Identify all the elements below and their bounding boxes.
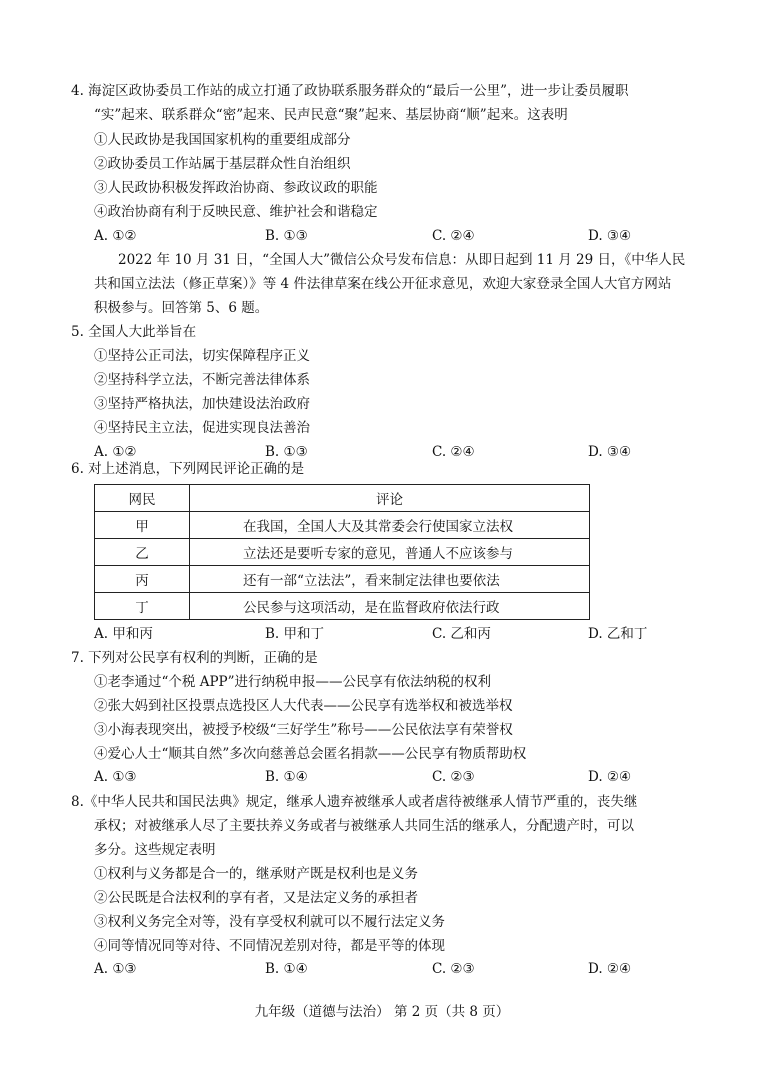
table-row bbox=[95, 593, 590, 620]
q8-option-b: B. ①④ bbox=[265, 961, 308, 977]
q6-stem: 6. 对上述消息，下列网民评论正确的是 bbox=[71, 461, 305, 477]
q4-item-3: ③人民政协积极发挥政治协商、参政议政的职能 bbox=[94, 180, 378, 196]
q4-stem-line1: 4. 海淀区政协委员工作站的成立打通了政协联系服务群众的“最后一公里”，进一步让委员履职 bbox=[71, 83, 629, 99]
q4-item-4: ④政治协商有利于反映民意、维护社会和谐稳定 bbox=[94, 204, 378, 220]
q5-item-4: ④坚持民主立法，促进实现良法善治 bbox=[94, 420, 310, 436]
q5-option-c: C. ②④ bbox=[432, 444, 475, 460]
q4-option-b: B. ①③ bbox=[265, 228, 308, 244]
table-cell-comment: 立法还是要听专家的意见，普通人不应该参与 bbox=[190, 539, 590, 566]
material-line3: 积极参与。回答第 5、6 题。 bbox=[94, 300, 269, 316]
q7-item-1: ①老李通过“个税 APP”进行纳税申报——公民享有依法纳税的权利 bbox=[94, 674, 492, 690]
table-header-netizen: 网民 bbox=[95, 485, 190, 512]
q8-stem-line2: 承权；对被继承人尽了主要扶养义务或者与被继承人共同生活的继承人，分配遗产时，可以 bbox=[94, 818, 634, 834]
q6-option-b: B. 甲和丁 bbox=[265, 626, 325, 642]
q4-item-1: ①人民政协是我国国家机构的重要组成部分 bbox=[94, 132, 351, 148]
q5-option-a: A. ①② bbox=[94, 444, 137, 460]
q7-option-a: A. ①③ bbox=[94, 769, 137, 785]
q8-option-d: D. ②④ bbox=[588, 961, 632, 977]
table-cell-netizen: 丙 bbox=[95, 566, 190, 593]
q5-item-2: ②坚持科学立法，不断完善法律体系 bbox=[94, 372, 310, 388]
table-cell-comment: 公民参与这项活动，是在监督政府依法行政 bbox=[190, 593, 590, 620]
q6-option-c: C. 乙和丙 bbox=[432, 626, 491, 642]
material-line1: 2022 年 10 月 31 日，“全国人大”微信公众号发布信息：从即日起到 11 月 29 日，《中华人民 bbox=[118, 252, 686, 268]
table-cell-netizen: 甲 bbox=[95, 512, 190, 539]
table-cell-comment: 在我国，全国人大及其常委会行使国家立法权 bbox=[190, 512, 590, 539]
table-cell-netizen: 丁 bbox=[95, 593, 190, 620]
page-footer: 九年级（道德与法治） 第 2 页（共 8 页） bbox=[254, 1004, 510, 1020]
q8-item-2: ②公民既是合法权利的享有者，又是法定义务的承担者 bbox=[94, 890, 418, 906]
q7-item-2: ②张大妈到社区投票点选投区人大代表——公民享有选举权和被选举权 bbox=[94, 698, 513, 714]
q5-option-d: D. ③④ bbox=[588, 444, 632, 460]
q8-item-3: ③权利义务完全对等，没有享受权利就可以不履行法定义务 bbox=[94, 914, 445, 930]
table-cell-netizen: 乙 bbox=[95, 539, 190, 566]
table-row bbox=[95, 512, 590, 539]
q8-stem-line3: 多分。这些规定表明 bbox=[94, 842, 216, 858]
q5-item-3: ③坚持严格执法，加快建设法治政府 bbox=[94, 396, 310, 412]
table-row bbox=[95, 566, 590, 593]
q7-option-c: C. ②③ bbox=[432, 769, 475, 785]
table-row bbox=[95, 539, 590, 566]
table-cell-comment: 还有一部“立法法”，看来制定法律也要依法 bbox=[190, 566, 590, 593]
material-line2: 共和国立法法（修正草案）》等 4 件法律草案在线公开征求意见，欢迎大家登录全国人大官方网站 bbox=[94, 276, 672, 292]
q6-option-a: A. 甲和丙 bbox=[94, 626, 153, 642]
q5-stem: 5. 全国人大此举旨在 bbox=[71, 324, 197, 340]
q4-item-2: ②政协委员工作站属于基层群众性自治组织 bbox=[94, 156, 351, 172]
table-header-row bbox=[95, 485, 590, 512]
q5-option-b: B. ①③ bbox=[265, 444, 308, 460]
q8-item-4: ④同等情况同等对待、不同情况差别对待，都是平等的体现 bbox=[94, 938, 445, 954]
table-header-comment: 评论 bbox=[190, 485, 590, 512]
q8-item-1: ①权利与义务都是合一的，继承财产既是权利也是义务 bbox=[94, 866, 418, 882]
q7-option-d: D. ②④ bbox=[588, 769, 632, 785]
q5-item-1: ①坚持公正司法，切实保障程序正义 bbox=[94, 348, 310, 364]
q7-item-3: ③小海表现突出，被授予校级“三好学生”称号——公民依法享有荣誉权 bbox=[94, 722, 513, 738]
q8-option-a: A. ①③ bbox=[94, 961, 137, 977]
q4-option-d: D. ③④ bbox=[588, 228, 632, 244]
q7-item-4: ④爱心人士“顺其自然”多次向慈善总会匿名捐款——公民享有物质帮助权 bbox=[94, 746, 527, 762]
netizen-comment-table bbox=[94, 484, 590, 620]
q6-option-d: D. 乙和丁 bbox=[588, 626, 648, 642]
q4-stem-line2: “实”起来、联系群众“密”起来、民声民意“聚”起来、基层协商“顺”起来。这表明 bbox=[94, 107, 568, 123]
q4-option-c: C. ②④ bbox=[432, 228, 475, 244]
q8-option-c: C. ②③ bbox=[432, 961, 475, 977]
q8-stem-line1: 8.《中华人民共和国民法典》规定，继承人遗弃被继承人或者虐待被继承人情节严重的，丧失继 bbox=[71, 794, 638, 810]
q4-option-a: A. ①② bbox=[94, 228, 137, 244]
q7-stem: 7. 下列对公民享有权利的判断，正确的是 bbox=[71, 650, 318, 666]
q7-option-b: B. ①④ bbox=[265, 769, 308, 785]
